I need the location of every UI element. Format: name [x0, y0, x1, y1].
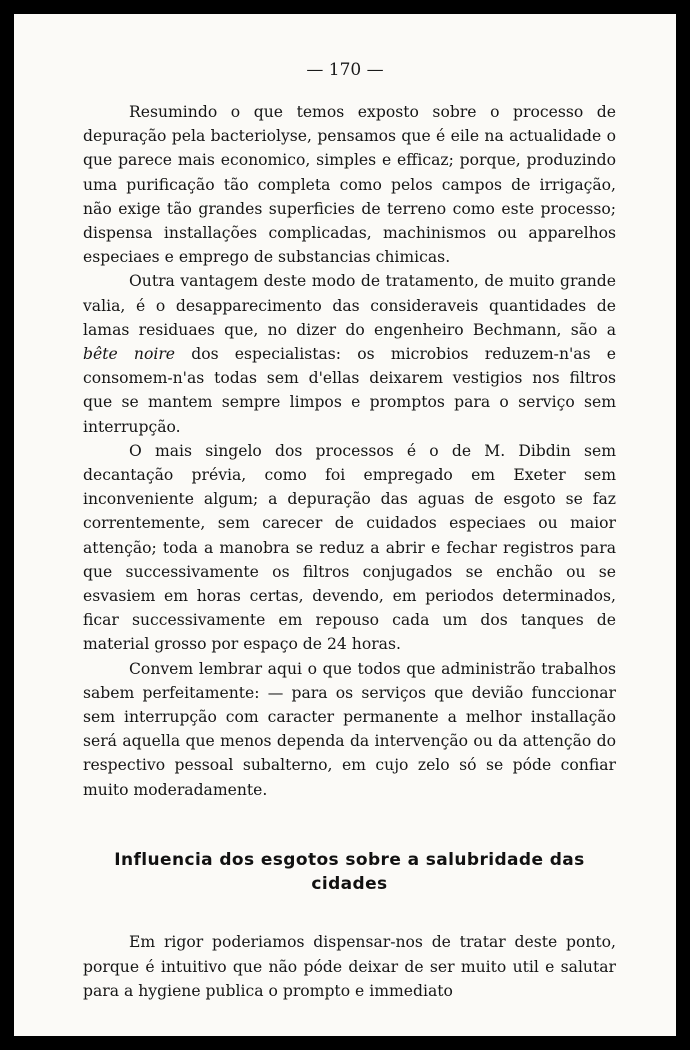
- paragraph-sludge-advantage: [83, 269, 616, 438]
- paragraph-text: dos especialistas: os microbios reduzem-n'as e consomem-n'as todas sem d'ellas deixarem vestigios nos filtros que se mantem sempre limpos e promptos para o serviço sem interrupção.: [83, 345, 616, 436]
- italic-phrase: bête noire: [83, 345, 176, 364]
- section-heading: Influencia dos esgotos sobre a salubridade das cidades: [114, 849, 585, 895]
- paragraph-bacteriolysis-summary: Resumindo o que temos exposto sobre o processo de depuração pela bacteriolyse, pensamos que é eile na actualidade o que parece mais economico, simples e efficaz; porque, produzindo uma purificação tão completa como pelos campos de irrigação, não exige tão grandes superficies de terreno como este processo; dispensa installações complicadas, machinismos ou apparelhos especiaes e emprego de substancias chimicas.: [83, 103, 616, 267]
- paragraph-text: Outra vantagem deste modo de tratamento, de muito grande valia, é o desapparecimento das consideraveis quantidades de lamas residuaes que, no dizer do engenheiro Bechmann, são a: [83, 272, 616, 339]
- paragraph-dibdin-process: O mais singelo dos processos é o de M. Dibdin sem decantação prévia, como foi empregado em Exeter sem inconveniente algum; a depuração das aguas de esgoto se faz correntemente, sem carecer de cuidados especiaes ou maior attenção; toda a manobra se reduz a abrir e fechar registros para que successivamente os filtros conjugados se enchão ou se esvasiem em horas certas, devendo, em periodos determinados, ficar successivamente em repouso cada um dos tanques de material grosso por espaço de 24 horas.: [83, 441, 616, 654]
- page-number: — 170 —: [306, 60, 384, 80]
- paragraph-section-intro: Em rigor poderiamos dispensar-nos de tratar deste ponto, porque é intuitivo que não póde deixar de ser muito util e salutar para a hygiene publica o prompto e immediato: [83, 933, 616, 1000]
- page-body: [83, 100, 616, 1003]
- paragraph-installation-advice: Convem lembrar aqui o que todos que administrão trabalhos sabem perfeitamente: — para os serviços que devião funccionar sem interrupção com caracter permanente a melhor installação será aquella que menos dependa da intervenção ou da attenção do respectivo pessoal subalterno, em cujo zelo só se póde confiar muito moderadamente.: [83, 659, 616, 799]
